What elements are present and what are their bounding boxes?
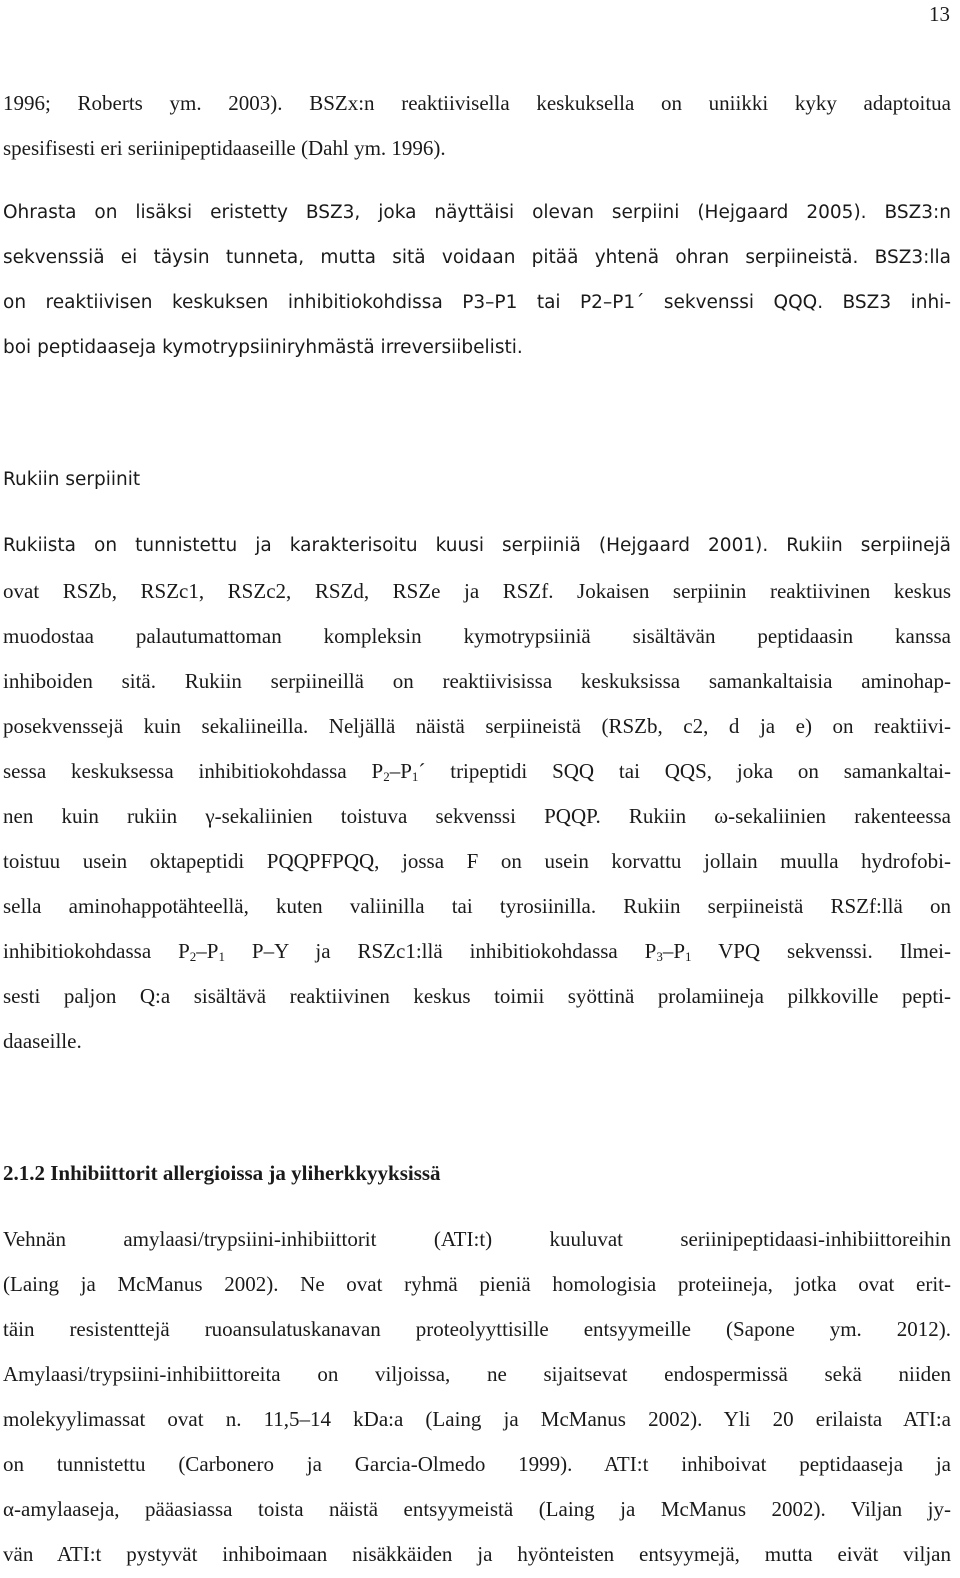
line-text: ´ tripeptidi SQQ tai QQS, joka on samankaltai- bbox=[418, 759, 952, 783]
paragraph-4-line: α-amylaaseja, pääasiassa toista näistä entsyymeistä (Laing ja McManus 2002). Viljan jy- bbox=[3, 1497, 951, 1521]
paragraph-4-line: vän ATI:t pystyvät inhiboimaan nisäkkäiden ja hyönteisten entsyymejä, mutta eivät viljan bbox=[3, 1542, 951, 1566]
subscript: 1 bbox=[411, 769, 419, 784]
paragraph-3-line: nen kuin rukiin γ-sekaliinien toistuva sekvenssi PQQP. Rukiin ω-sekaliinien rakenteessa bbox=[3, 804, 951, 828]
paragraph-4-line: on tunnistettu (Carbonero ja Garcia-Olmedo 1999). ATI:t inhiboivat peptidaaseja ja bbox=[3, 1452, 951, 1476]
line-text: –P bbox=[662, 939, 686, 963]
paragraph-3-line: toistuu usein oktapeptidi PQQPFPQQ, jossa F on usein korvattu jollain muulla hydrofobi- bbox=[3, 849, 951, 873]
paragraph-3-line: daaseille. bbox=[3, 1029, 82, 1053]
paragraph-3-line: sella aminohappotähteellä, kuten valiinilla tai tyrosiinilla. Rukiin serpiineistä RSZf:llä on bbox=[3, 894, 951, 918]
paragraph-2-line: boi peptidaaseja kymotrypsiiniryhmästä irreversiibelisti. bbox=[3, 337, 523, 358]
paragraph-3-line: ovat RSZb, RSZc1, RSZc2, RSZd, RSZe ja RSZf. Jokaisen serpiinin reaktiivinen keskus bbox=[3, 579, 951, 603]
subheading-rye-serpins: Rukiin serpiinit bbox=[3, 469, 141, 490]
paragraph-4-line: Amylaasi/trypsiini-inhibiittoreita on viljoissa, ne sijaitsevat endospermissä sekä niiden bbox=[3, 1362, 951, 1386]
line-text: sessa keskuksessa inhibitiokohdassa P bbox=[3, 759, 384, 783]
paragraph-2-line: on reaktiivisen keskuksen inhibitiokohdissa P3–P1 tai P2–P1´ sekvenssi QQQ. BSZ3 inhi- bbox=[3, 292, 951, 313]
subscript: 2 bbox=[383, 769, 390, 784]
subscript: 2 bbox=[189, 949, 197, 964]
subscript: 3 bbox=[656, 949, 663, 964]
paragraph-3-line bbox=[3, 936, 951, 966]
paragraph-2-line: sekvenssiä ei täysin tunneta, mutta sitä voidaan pitää yhtenä ohran serpiineistä. BSZ3:lla bbox=[3, 247, 951, 268]
paragraph-2-line: Ohrasta on lisäksi eristetty BSZ3, joka näyttäisi olevan serpiini (Hejgaard 2005). BSZ3:n bbox=[3, 202, 951, 223]
paragraph-3-line bbox=[3, 756, 951, 786]
line-text: VPQ sekvenssi. Ilmei- bbox=[691, 939, 952, 963]
page-number: 13 bbox=[929, 2, 950, 26]
section-heading: 2.1.2 Inhibiittorit allergioissa ja yliherkkyyksissä bbox=[3, 1161, 441, 1185]
paragraph-3-line: inhiboiden sitä. Rukiin serpiineillä on reaktiivisissa keskuksissa samankaltaisia aminohap- bbox=[3, 669, 951, 693]
paragraph-4-line: Vehnän amylaasi/trypsiini-inhibiittorit (ATI:t) kuuluvat seriinipeptidaasi-inhibiittoreihin bbox=[3, 1227, 951, 1251]
paragraph-3-line: Rukiista on tunnistettu ja karakterisoitu kuusi serpiiniä (Hejgaard 2001). Rukiin serpiinejä bbox=[3, 535, 951, 556]
subscript: 1 bbox=[218, 949, 225, 964]
paragraph-4-line: täin resistenttejä ruoansulatuskanavan proteolyyttisille entsyymeille (Sapone ym. 2012). bbox=[3, 1317, 951, 1341]
paragraph-4-line: (Laing ja McManus 2002). Ne ovat ryhmä pieniä homologisia proteiineja, jotka ovat erit- bbox=[3, 1272, 951, 1296]
line-text: –P bbox=[389, 759, 412, 783]
paragraph-3-line: sesti paljon Q:a sisältävä reaktiivinen keskus toimii syöttinä prolamiineja pilkkoville pepti- bbox=[3, 984, 951, 1008]
line-text: –P bbox=[196, 939, 219, 963]
line-text: P–Y ja RSZc1:llä inhibitiokohdassa P bbox=[224, 939, 657, 963]
paragraph-4-line: molekyylimassat ovat n. 11,5–14 kDa:a (Laing ja McManus 2002). Yli 20 erilaista ATI:a bbox=[3, 1407, 951, 1431]
paragraph-3-line: muodostaa palautumattoman kompleksin kymotrypsiiniä sisältävän peptidaasin kanssa bbox=[3, 624, 951, 648]
paragraph-1-line: 1996; Roberts ym. 2003). BSZx:n reaktiivisella keskuksella on uniikki kyky adaptoitua bbox=[3, 91, 951, 115]
paragraph-3-line: posekvenssejä kuin sekaliineilla. Neljällä näistä serpiineistä (RSZb, c2, d ja e) on reaktiivi- bbox=[3, 714, 951, 738]
line-text: inhibitiokohdassa P bbox=[3, 939, 190, 963]
paragraph-1-line: spesifisesti eri seriinipeptidaaseille (Dahl ym. 1996). bbox=[3, 136, 446, 160]
subscript: 1 bbox=[685, 949, 692, 964]
